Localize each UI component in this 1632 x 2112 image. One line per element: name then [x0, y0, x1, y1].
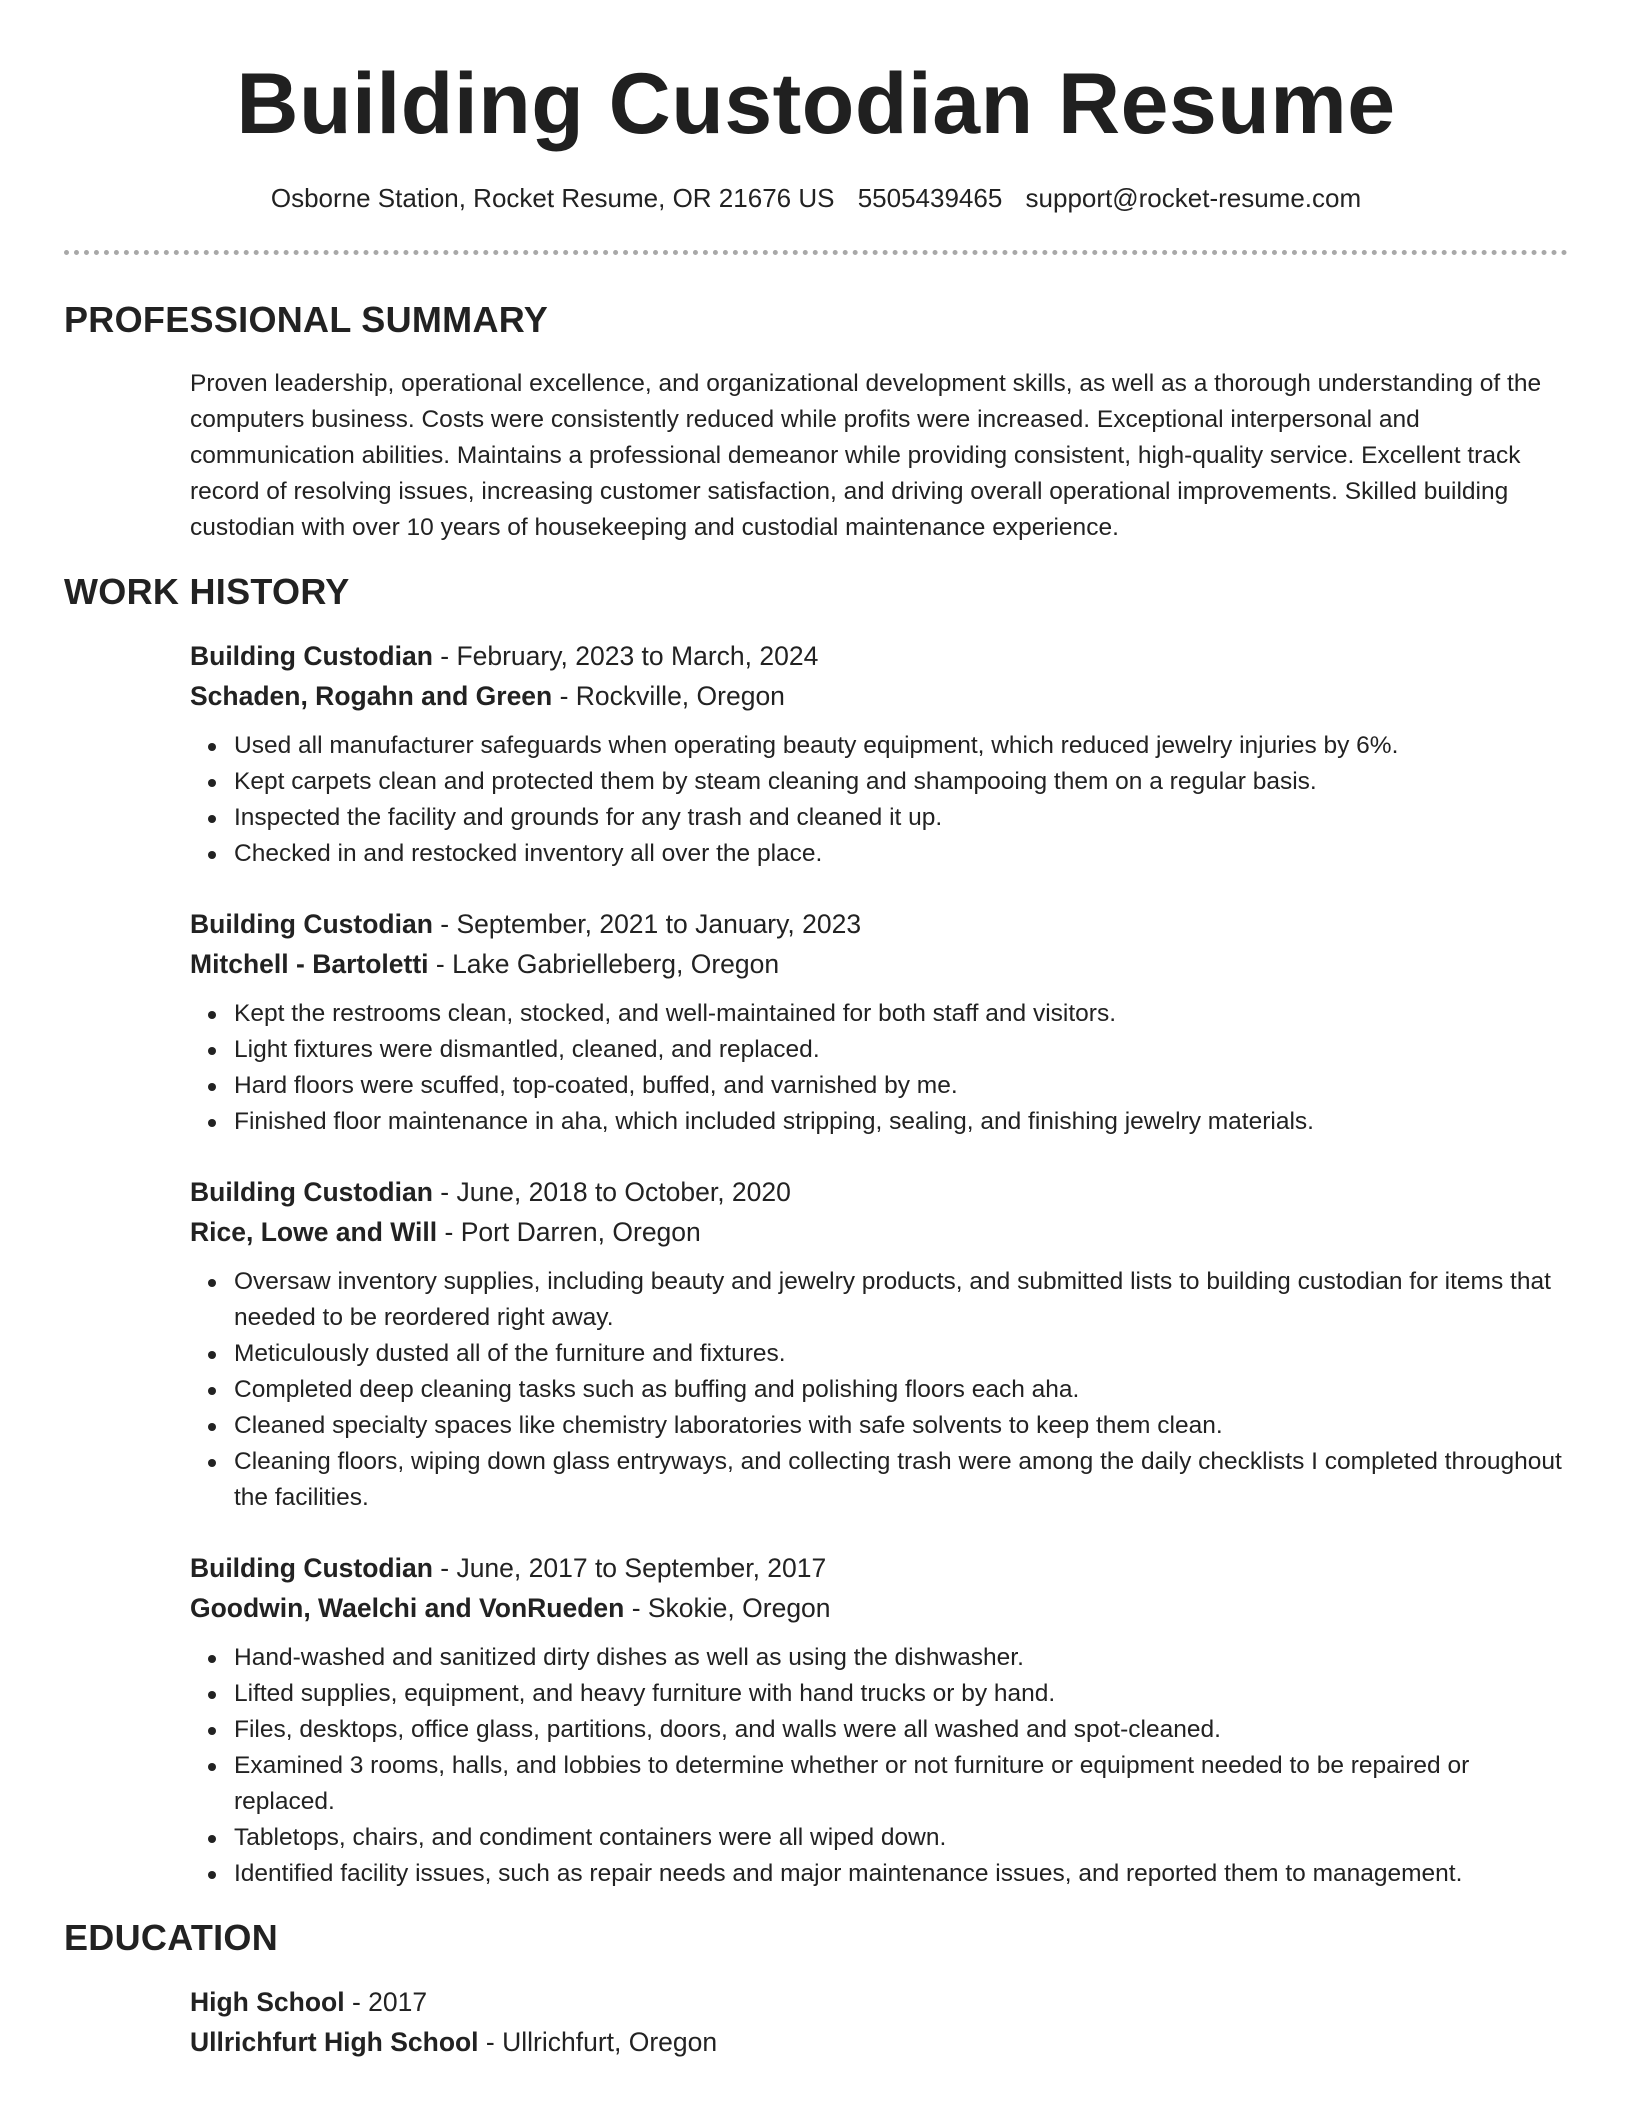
- job-location: - Port Darren, Oregon: [437, 1217, 701, 1247]
- summary-text: Proven leadership, operational excellence, and organizational development skills, as well as a thorough understanding of the computers business. Costs were consistently reduced while profits were increased. Exceptional interpersonal and communication abilities. Maintains a professional demeanor while providing consistent, high-quality service. Excellent track record of resolving issues, increasing customer satisfaction, and driving overall operational improvements. Skilled building custodian with over 10 years of housekeeping and custodial maintenance experience.: [190, 370, 1542, 541]
- job-bullet: Hard floors were scuffed, top-coated, buffed, and varnished by me.: [234, 1068, 1570, 1104]
- contact-email: support@rocket-resume.com: [1025, 183, 1362, 213]
- education-location: - Ullrichfurt, Oregon: [478, 2027, 718, 2057]
- job-title-line: [190, 1172, 1570, 1212]
- education-school-line: [190, 2022, 1570, 2062]
- job-bullet: Examined 3 rooms, halls, and lobbies to determine whether or not furniture or equipment needed to be repaired or replaced.: [234, 1748, 1570, 1820]
- job-bullet: Kept carpets clean and protected them by steam cleaning and shampooing them on a regular basis.: [234, 764, 1570, 800]
- education-school: Ullrichfurt High School: [190, 2027, 479, 2057]
- job-entry: [190, 1172, 1570, 1516]
- job-bullet: Light fixtures were dismantled, cleaned, and replaced.: [234, 1032, 1570, 1068]
- job-location: - Lake Gabrielleberg, Oregon: [428, 949, 780, 979]
- job-bullet: Identified facility issues, such as repair needs and major maintenance issues, and reported them to management.: [234, 1856, 1570, 1892]
- job-title: Building Custodian: [190, 1177, 433, 1207]
- job-bullets: [190, 728, 1570, 872]
- job-company-line: [190, 1212, 1570, 1252]
- job-bullet: Finished floor maintenance in aha, which included stripping, sealing, and finishing jewelry materials.: [234, 1104, 1570, 1140]
- job-bullet: Completed deep cleaning tasks such as buffing and polishing floors each aha.: [234, 1372, 1570, 1408]
- education-year: - 2017: [344, 1987, 428, 2017]
- education-degree: High School: [190, 1987, 345, 2017]
- job-entry: [190, 904, 1570, 1140]
- job-title-line: [190, 636, 1570, 676]
- job-bullet: Tabletops, chairs, and condiment containers were all wiped down.: [234, 1820, 1570, 1856]
- job-title: Building Custodian: [190, 909, 433, 939]
- section-title-work-history: WORK HISTORY: [64, 571, 350, 612]
- job-bullet: Hand-washed and sanitized dirty dishes as well as using the dishwasher.: [234, 1640, 1570, 1676]
- job-dates: - September, 2021 to January, 2023: [432, 909, 862, 939]
- job-title-line: [190, 904, 1570, 944]
- header-divider: [64, 250, 1568, 255]
- job-company-line: [190, 944, 1570, 984]
- job-entry: [190, 636, 1570, 872]
- job-bullet: Lifted supplies, equipment, and heavy furniture with hand trucks or by hand.: [234, 1676, 1570, 1712]
- job-company-line: [190, 676, 1570, 716]
- contact-address: Osborne Station, Rocket Resume, OR 21676 US: [270, 183, 835, 213]
- job-title-line: [190, 1548, 1570, 1588]
- job-bullets: [190, 996, 1570, 1140]
- job-company: Schaden, Rogahn and Green: [190, 681, 553, 711]
- job-title: Building Custodian: [190, 641, 433, 671]
- job-dates: - June, 2017 to September, 2017: [432, 1553, 827, 1583]
- job-company: Mitchell - Bartoletti: [190, 949, 429, 979]
- job-bullets: [190, 1264, 1570, 1516]
- contact-phone: 5505439465: [857, 183, 1003, 213]
- job-bullet: Files, desktops, office glass, partitions, doors, and walls were all washed and spot-cleaned.: [234, 1712, 1570, 1748]
- page-title: Building Custodian Resume: [236, 56, 1396, 152]
- job-bullet: Used all manufacturer safeguards when operating beauty equipment, which reduced jewelry injuries by 6%.: [234, 728, 1570, 764]
- job-title: Building Custodian: [190, 1553, 433, 1583]
- contact-line: [0, 180, 1632, 216]
- job-bullet: Inspected the facility and grounds for any trash and cleaned it up.: [234, 800, 1570, 836]
- job-company: Rice, Lowe and Will: [190, 1217, 438, 1247]
- job-bullet: Meticulously dusted all of the furniture and fixtures.: [234, 1336, 1570, 1372]
- job-location: - Rockville, Oregon: [552, 681, 785, 711]
- section-title-education: EDUCATION: [64, 1917, 279, 1958]
- education-entry: [190, 1982, 1570, 2062]
- education-degree-line: [190, 1982, 1570, 2022]
- job-dates: - June, 2018 to October, 2020: [432, 1177, 791, 1207]
- job-bullet: Oversaw inventory supplies, including beauty and jewelry products, and submitted lists to building custodian for items that needed to be reordered right away.: [234, 1264, 1570, 1336]
- job-location: - Skokie, Oregon: [624, 1593, 831, 1623]
- job-company: Goodwin, Waelchi and VonRueden: [190, 1593, 625, 1623]
- job-bullet: Checked in and restocked inventory all over the place.: [234, 836, 1570, 872]
- job-entry: [190, 1548, 1570, 1892]
- job-dates: - February, 2023 to March, 2024: [432, 641, 819, 671]
- job-company-line: [190, 1588, 1570, 1628]
- job-bullet: Cleaned specialty spaces like chemistry laboratories with safe solvents to keep them clean.: [234, 1408, 1570, 1444]
- section-title-summary: PROFESSIONAL SUMMARY: [64, 299, 549, 340]
- job-bullet: Cleaning floors, wiping down glass entryways, and collecting trash were among the daily checklists I completed throughout the facilities.: [234, 1444, 1570, 1516]
- job-bullets: [190, 1640, 1570, 1892]
- job-bullet: Kept the restrooms clean, stocked, and well-maintained for both staff and visitors.: [234, 996, 1570, 1032]
